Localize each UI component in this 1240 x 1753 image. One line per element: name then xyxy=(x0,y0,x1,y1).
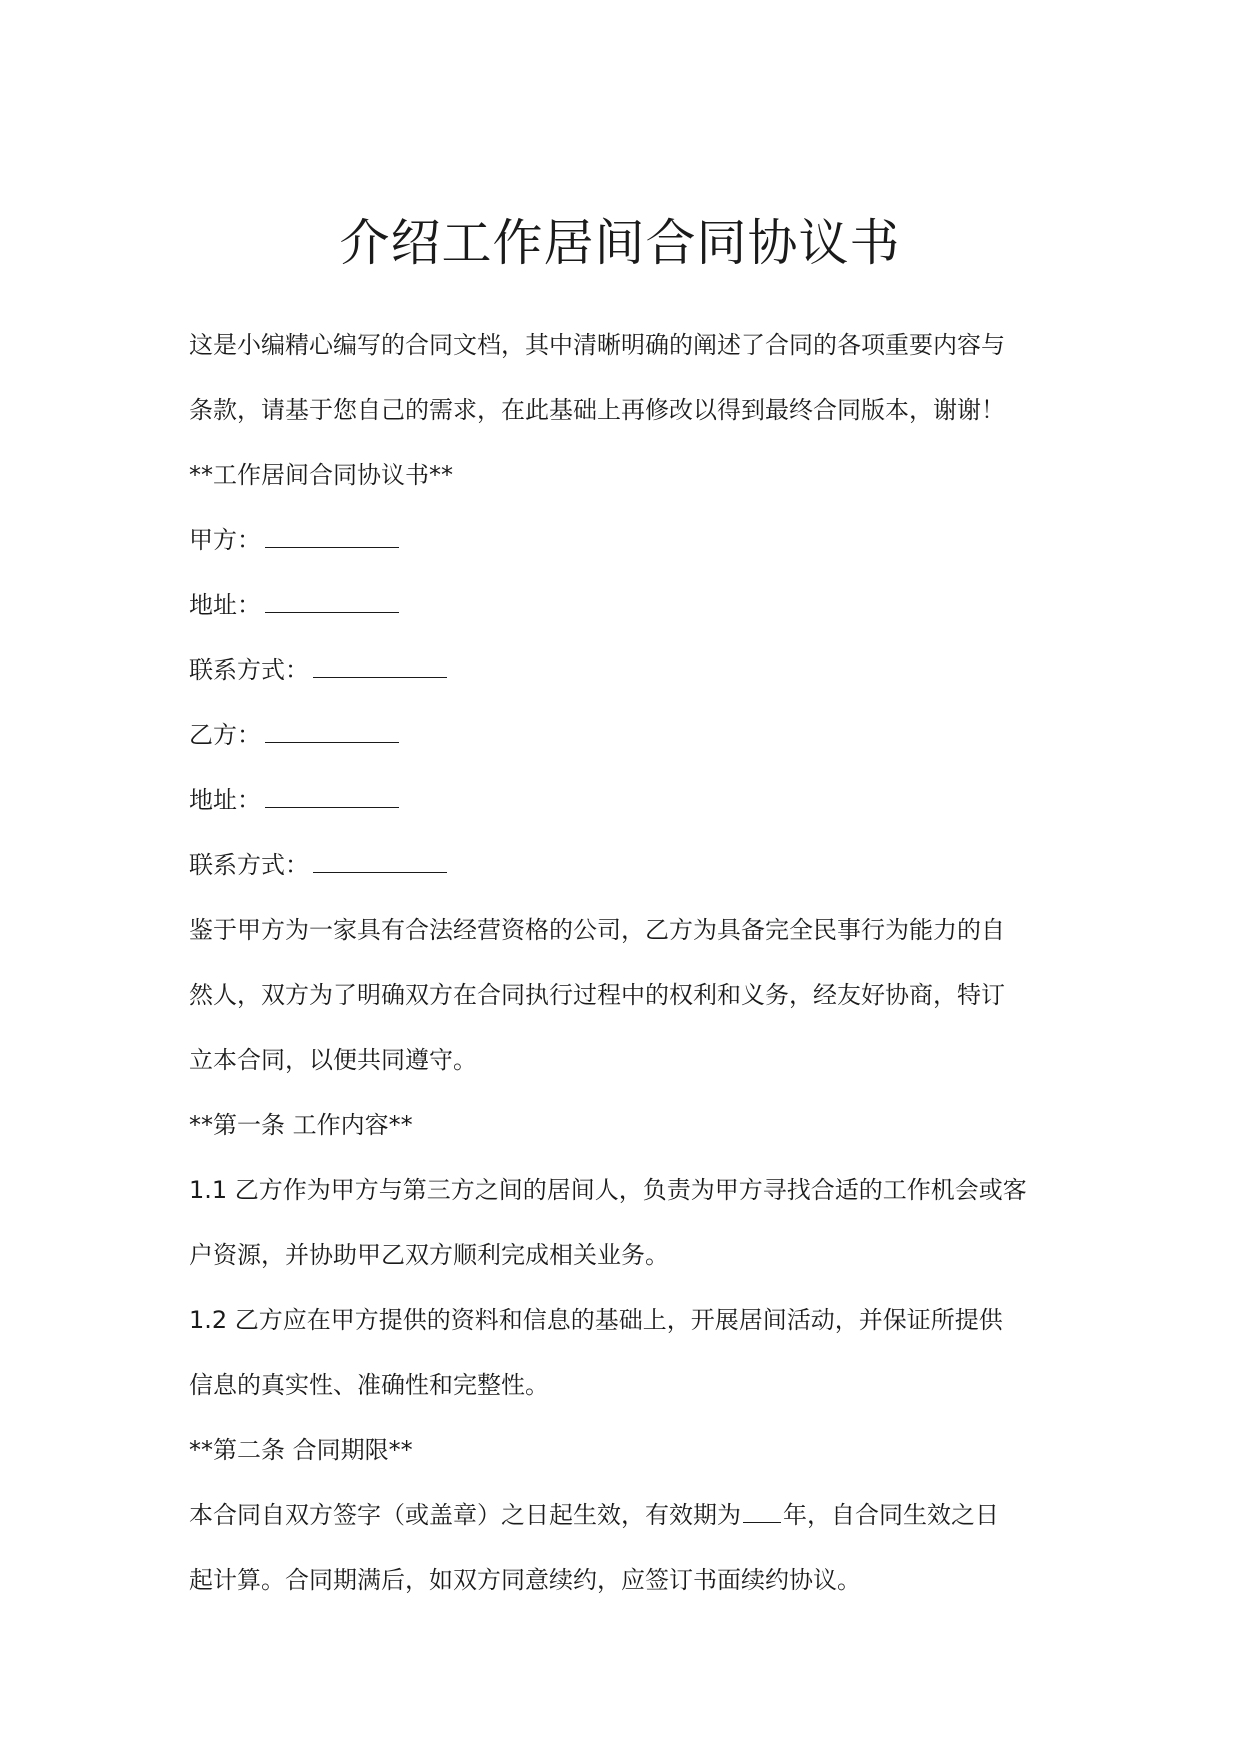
intro-paragraph-line-2: 条款，请基于您自己的需求，在此基础上再修改以得到最终合同版本，谢谢！ xyxy=(189,396,1005,424)
party-a-label: 甲方： xyxy=(189,526,261,554)
party-b-line xyxy=(189,703,1069,768)
party-b-contact-blank xyxy=(313,848,447,873)
party-a-address-line xyxy=(189,573,1069,638)
term-line-1-before: 本合同自双方签字（或盖章）之日起生效，有效期为 xyxy=(189,1501,741,1529)
party-a-address-blank xyxy=(265,588,399,613)
term-years-blank xyxy=(743,1498,781,1523)
party-b-address-blank xyxy=(265,783,399,808)
clause-1-2-line-2: 信息的真实性、准确性和完整性。 xyxy=(189,1371,549,1399)
party-b-contact-line xyxy=(189,833,1069,898)
clause-1-1-line-2: 户资源，并协助甲乙双方顺利完成相关业务。 xyxy=(189,1241,669,1269)
intro-paragraph-line-1: 这是小编精心编写的合同文档，其中清晰明确的阐述了合同的各项重要内容与 xyxy=(189,331,1005,359)
party-a-line xyxy=(189,508,1069,573)
document-body xyxy=(189,313,1069,1613)
clause-1-2-line-1: 1.2 乙方应在甲方提供的资料和信息的基础上，开展居间活动，并保证所提供 xyxy=(189,1306,1003,1334)
term-line-1-after: 年，自合同生效之日 xyxy=(783,1501,999,1529)
document-title: 介绍工作居间合同协议书 xyxy=(339,214,901,272)
article-1-heading: **第一条 工作内容** xyxy=(189,1111,413,1139)
party-b-address-label: 地址： xyxy=(189,786,261,814)
document-subtitle: **工作居间合同协议书** xyxy=(189,461,453,489)
party-a-contact-label: 联系方式： xyxy=(189,656,309,684)
party-b-address-line xyxy=(189,768,1069,833)
term-line-1 xyxy=(189,1483,1069,1548)
party-b-label: 乙方： xyxy=(189,721,261,749)
term-line-2: 起计算。合同期满后，如双方同意续约，应签订书面续约协议。 xyxy=(189,1566,861,1594)
party-a-contact-blank xyxy=(313,653,447,678)
party-a-blank xyxy=(265,523,399,548)
preamble-line-2: 然人，双方为了明确双方在合同执行过程中的权利和义务，经友好协商，特订 xyxy=(189,981,1005,1009)
article-2-heading: **第二条 合同期限** xyxy=(189,1436,413,1464)
party-a-address-label: 地址： xyxy=(189,591,261,619)
preamble-line-3: 立本合同，以便共同遵守。 xyxy=(189,1046,477,1074)
party-b-blank xyxy=(265,718,399,743)
party-a-contact-line xyxy=(189,638,1069,703)
party-b-contact-label: 联系方式： xyxy=(189,851,309,879)
clause-1-1-line-1: 1.1 乙方作为甲方与第三方之间的居间人，负责为甲方寻找合适的工作机会或客 xyxy=(189,1176,1027,1204)
preamble-line-1: 鉴于甲方为一家具有合法经营资格的公司，乙方为具备完全民事行为能力的自 xyxy=(189,916,1005,944)
